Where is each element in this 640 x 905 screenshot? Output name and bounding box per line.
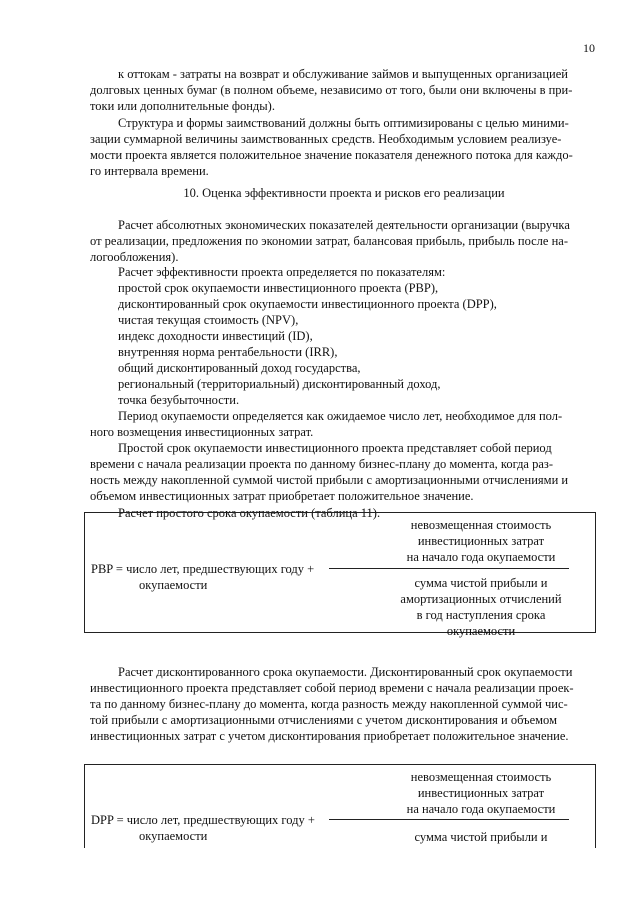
list-item: индекс доходности инвестиций (ID), <box>118 329 313 343</box>
dpp-formula-box <box>84 764 596 848</box>
paragraph-discounted-payback: Расчет дисконтированного срока окупаемости. Дисконтированный срок окупаемости инвестиционного проекта представляет собой период времени с начала реализации проек- та по данному бизнес-плану до момента, когда разность между накопленной суммой чис- той прибыли с амортизационными отчислениями с учетом дисконтирования и объемом инвестиционных затрат с учетом дисконтирования приобретает положительное значение. <box>90 665 574 743</box>
list-item: чистая текущая стоимость (NPV), <box>118 313 299 327</box>
pbp-formula-box <box>84 512 596 638</box>
list-item: простой срок окупаемости инвестиционного проекта (PBP), <box>118 281 439 295</box>
pbp-numerator: невозмещенная стоимость инвестиционных затрат на начало года окупаемости <box>406 518 556 564</box>
page-number: 10 <box>583 41 595 55</box>
pbp-left-side: PBP = число лет, предшествующих году + <box>91 562 315 576</box>
dpp-left-side-cont: окупаемости <box>139 829 208 843</box>
paragraph-simple-payback-calc: Расчет простого срока окупаемости (таблица 11). <box>118 506 381 520</box>
list-item: региональный (территориальный) дисконтированный доход, <box>118 377 441 391</box>
dpp-numerator: невозмещенная стоимость инвестиционных затрат на начало года окупаемости <box>406 770 556 816</box>
list-intro: Расчет эффективности проекта определяется по показателям: <box>118 265 446 279</box>
pbp-fraction-line <box>329 568 569 569</box>
paragraph-payback-period: Период окупаемости определяется как ожидаемое число лет, необходимое для пол- ного возмещения инвестиционных затрат. <box>90 409 563 439</box>
dpp-fraction-line <box>329 819 569 820</box>
dpp-denominator: сумма чистой прибыли и <box>414 830 548 844</box>
paragraph-simple-payback: Простой срок окупаемости инвестиционного проекта представляет собой период времени с начала реализации проекта по данному бизнес-плану до момента, когда раз- ность между накопленной суммой чистой прибыли с амортизационными отчислениями и объемом инвестиционных затрат приобретает положительное значение. <box>90 441 569 503</box>
indicators-list <box>118 264 598 408</box>
list-item: точка безубыточности. <box>118 393 240 407</box>
list-item: внутренняя норма рентабельности (IRR), <box>118 345 338 359</box>
list-item: дисконтированный срок окупаемости инвестиционного проекта (DPP), <box>118 297 497 311</box>
paragraph-outflows: к оттокам - затраты на возврат и обслуживание займов и выпущенных организацией долговых ценных бумаг (в полном объеме, независимо от того, были они включены в при- токи или дополнительные фонды). <box>90 67 573 113</box>
paragraph-absolute-indicators: Расчет абсолютных экономических показателей деятельности организации (выручка от реализации, предложения по экономии затрат, балансовая прибыль, прибыль после на- логообложения). <box>90 218 570 264</box>
list-item: общий дисконтированный доход государства, <box>118 361 361 375</box>
pbp-left-side-cont: окупаемости <box>139 578 208 592</box>
dpp-left-side: DPP = число лет, предшествующих году + <box>91 813 315 827</box>
section-heading: 10. Оценка эффективности проекта и рисков его реализации <box>183 186 505 200</box>
pbp-denominator: сумма чистой прибыли и амортизационных отчислений в год наступления срока окупаемости <box>400 576 562 638</box>
paragraph-borrowing-structure: Структура и формы заимствований должны быть оптимизированы с целью миними- зации суммарной величины заимствованных средств. Необходимым условием реализуе- мости проекта является положительное значение показателя денежного потока для каждо- го интервала времени. <box>90 116 573 178</box>
